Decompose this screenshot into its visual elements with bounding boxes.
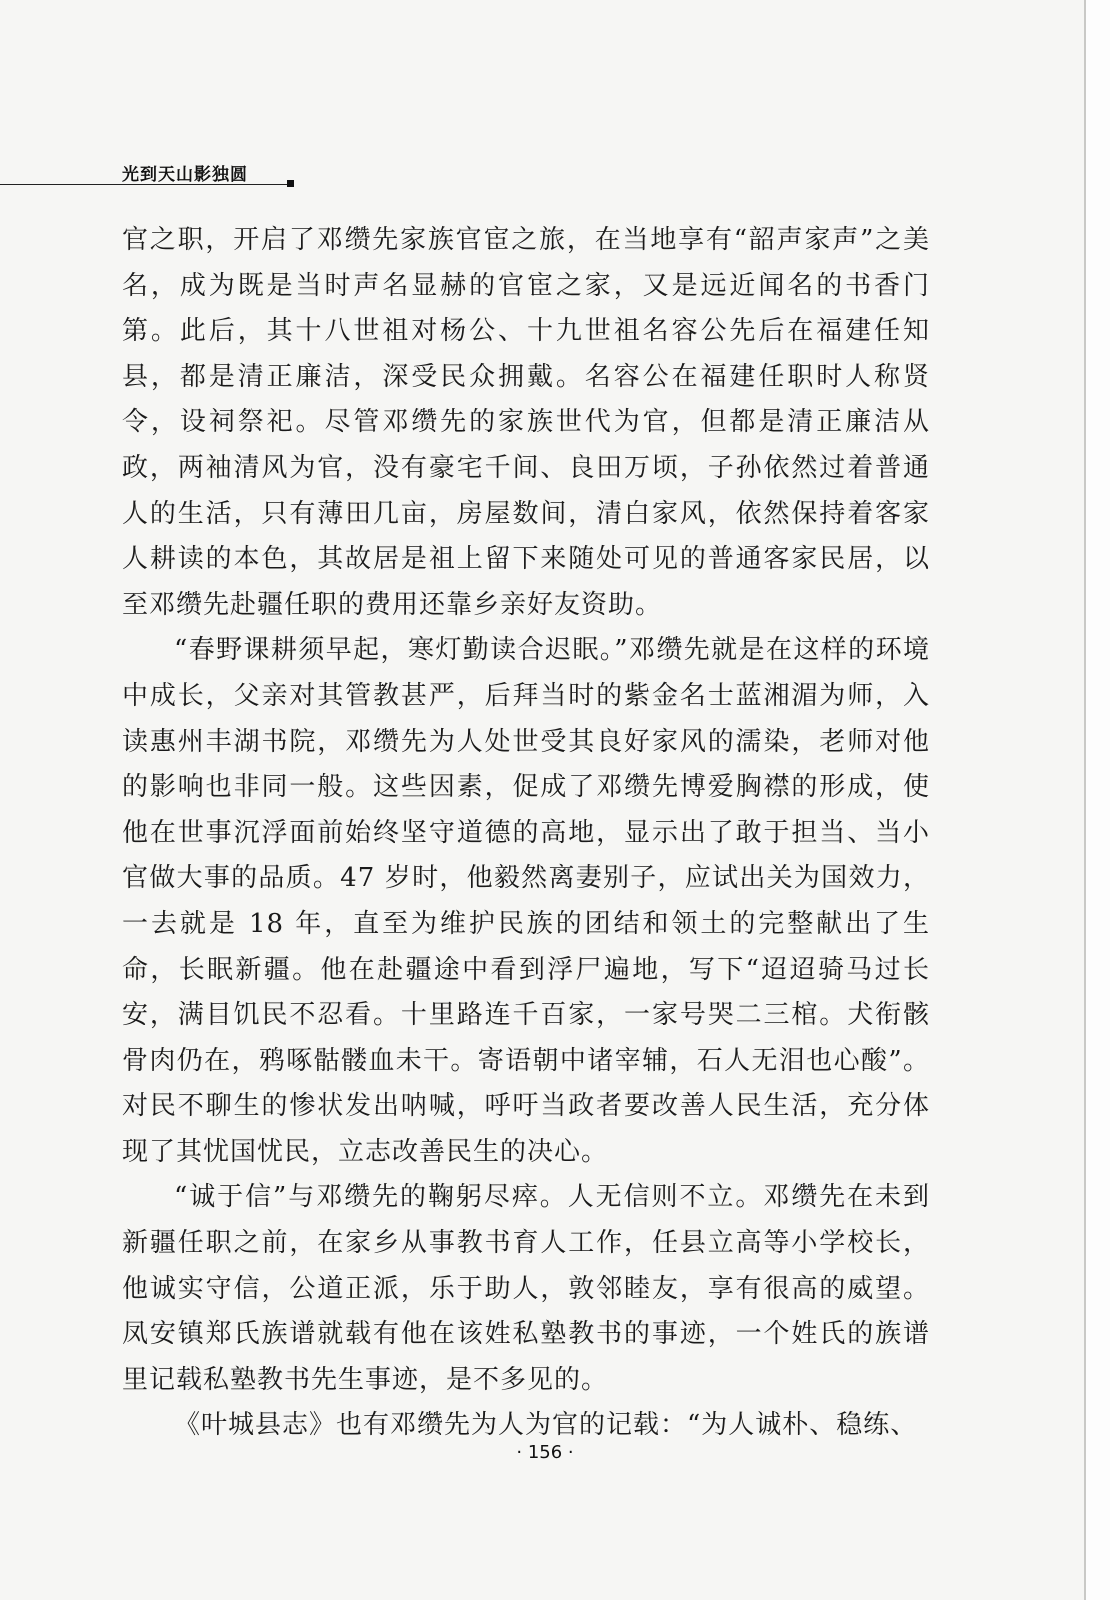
paragraph: “春野课耕须早起，寒灯勤读合迟眠。”邓缵先就是在这样的环境中成长，父亲对其管教甚严，后拜当时的紫金名士蓝湘湄为师，入读惠州丰湖书院，邓缵先为人处世受其良好家风的濡染，老师对他的影响也非同一般。这些因素，促成了邓缵先博爱胸襟的形成，使他在世事沉浮面前始终坚守道德的高地，显示出了敢于担当、当小官做大事的品质。47 岁时，他毅然离妻别子，应试出关为国效力，一去就是 18 年，直至为维护民族的团结和领土的完整献出了生命，长眠新疆。他在赴疆途中看到浮尸遍地，写下“迢迢骑马过长安，满目饥民不忍看。十里路连千百家，一家号哭二三棺。犬衔骸骨肉仍在，鸦啄骷髅血未干。寄语朝中诸宰辅，石人无泪也心酸”。对民不聊生的惨状发出呐喊，呼吁当政者要改善人民生活，充分体现了其忧国忧民，立志改善民生的决心。 [122, 635, 930, 1167]
paragraph: 《叶城县志》也有邓缵先为人为官的记载：“为人诚朴、稳练、 [174, 1410, 918, 1441]
header-rule [0, 184, 290, 185]
page-edge [1084, 0, 1110, 1600]
body-text [122, 218, 930, 1449]
paragraph: “诚于信”与邓缵先的鞠躬尽瘁。人无信则不立。邓缵先在未到新疆任职之前，在家乡从事教书育人工作，任县立高等小学校长，他诚实守信，公道正派，乐于助人，敦邻睦友，享有很高的威望。凤安镇郑氏族谱就载有他在该姓私塾教书的事迹，一个姓氏的族谱里记载私塾教书先生事迹，是不多见的。 [122, 1182, 930, 1395]
page-number: · 156 · [516, 1442, 574, 1463]
paragraph-continued: 官之职，开启了邓缵先家族官宦之旅，在当地享有“韶声家声”之美名，成为既是当时声名显赫的官宦之家，又是远近闻名的书香门第。此后，其十八世祖对杨公、十九世祖名容公先后在福建任知县，都是清正廉洁，深受民众拥戴。名容公在福建任职时人称贤令，设祠祭祀。尽管邓缵先的家族世代为官，但都是清正廉洁从政，两袖清风为官，没有豪宅千间、良田万顷，子孙依然过着普通人的生活，只有薄田几亩，房屋数间，清白家风，依然保持着客家人耕读的本色，其故居是祖上留下来随处可见的普通客家民居，以至邓缵先赴疆任职的费用还靠乡亲好友资助。 [122, 225, 930, 620]
header-rule-end-mark [287, 180, 294, 187]
running-head-title: 光到天山影独圆 [122, 165, 248, 185]
